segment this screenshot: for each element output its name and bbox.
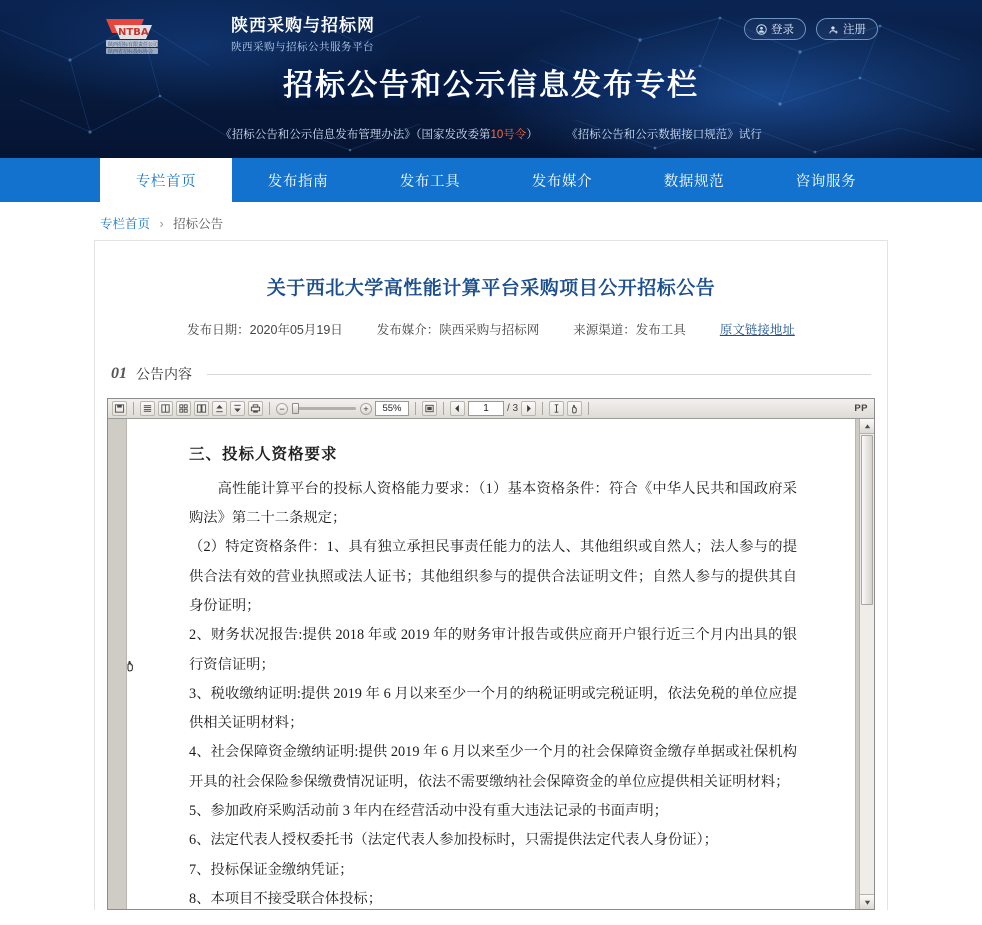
pdf-paragraph-9: 8、本项目不接受联合体投标； xyxy=(189,890,383,907)
breadcrumb-separator: › xyxy=(159,217,164,231)
announcement-card xyxy=(94,240,888,910)
toolbar-separator-4 xyxy=(443,402,444,415)
single-page-icon[interactable] xyxy=(158,401,173,416)
pdf-paragraph-2: （2）特定资格条件：1、具有独立承担民事责任能力的法人、其他组织或自然人；法人参与的提供合法有效的营业执照或法人证书；其他组织参与的提供合法证明文件；自然人参与的提供其自身份证明； xyxy=(189,539,797,614)
svg-text:NTBA: NTBA xyxy=(118,27,149,38)
prev-page-icon[interactable] xyxy=(450,401,465,416)
print-icon[interactable] xyxy=(248,401,263,416)
regulation-link-1-post: ） xyxy=(526,129,538,141)
page-footer-strip xyxy=(0,910,982,925)
pdf-paragraph-3: 2、财务状况报告:提供 2018 年或 2019 年的财务审计报告或供应商开户银行近三个月内出具的银行资信证明； xyxy=(189,627,797,673)
pdf-paragraph-8: 7、投标保证金缴纳凭证； xyxy=(189,861,354,878)
zoom-track[interactable] xyxy=(292,407,356,410)
register-button[interactable] xyxy=(816,18,878,40)
site-logo[interactable] xyxy=(100,13,375,56)
nav-item-home[interactable] xyxy=(100,158,232,202)
breadcrumb xyxy=(0,202,982,240)
pdf-vertical-scrollbar[interactable] xyxy=(859,419,874,909)
zoom-value-input[interactable]: 55% xyxy=(375,401,409,416)
toolbar-separator-1 xyxy=(133,402,134,415)
nav-item-media[interactable] xyxy=(496,158,628,202)
zoom-knob[interactable] xyxy=(292,403,299,414)
pdf-paragraph-5: 4、社会保障资金缴纳证明:提供 2019 年 6 月以来至少一个月的社会保障资金缴存单据或社保机构开具的社会保险参保缴费情况证明，依法不需要缴纳社会保障资金的单位应提供相关证明材料； xyxy=(189,744,797,790)
nav-item-service[interactable] xyxy=(760,158,892,202)
meta-media: 发布媒介：陕西采购与招标网 xyxy=(376,323,540,337)
pdf-viewer xyxy=(107,398,875,910)
page-number-input[interactable]: 1 xyxy=(468,401,504,416)
grid-view-icon[interactable] xyxy=(176,401,191,416)
main-nav xyxy=(0,158,982,202)
announcement-title: 关于西北大学高性能计算平台采购项目公开招标公告 xyxy=(266,278,716,299)
logo-subtitle: 陕西采购与招标公共服务平台 xyxy=(231,41,374,54)
breadcrumb-current: 招标公告 xyxy=(173,217,224,231)
pdf-paragraph-7: 6、法定代表人授权委托书（法定代表人参加投标时，只需提供法定代表人身份证）； xyxy=(189,832,718,849)
nav-item-spec-label: 数据规范 xyxy=(663,173,725,190)
user-circle-icon xyxy=(756,24,767,35)
section-header-content xyxy=(95,352,887,384)
two-page-icon[interactable] xyxy=(194,401,209,416)
source-link[interactable]: 原文链接地址 xyxy=(719,323,795,337)
next-page-icon[interactable] xyxy=(521,401,536,416)
pdf-page-1 xyxy=(108,419,874,909)
scrollbar-down-arrow-icon[interactable] xyxy=(860,894,874,909)
nav-item-guide[interactable] xyxy=(232,158,364,202)
pdf-heading: 三、投标人资格要求 xyxy=(189,446,338,463)
hand-tool-icon[interactable] xyxy=(567,401,582,416)
svg-text:陕西省招标投标协会: 陕西省招标投标协会 xyxy=(108,49,154,55)
section-number: 01 xyxy=(111,365,127,382)
svg-text:陕西招标有限责任公司: 陕西招标有限责任公司 xyxy=(108,42,159,48)
login-button[interactable] xyxy=(744,18,806,40)
toolbar-separator-2 xyxy=(269,402,270,415)
nav-item-tools-label: 发布工具 xyxy=(399,173,461,190)
logo-icon xyxy=(100,13,222,56)
section-label: 公告内容 xyxy=(136,366,192,382)
nav-item-tools[interactable] xyxy=(364,158,496,202)
breadcrumb-home[interactable]: 专栏首页 xyxy=(100,217,151,231)
auth-buttons xyxy=(744,18,878,40)
scrollbar-thumb[interactable] xyxy=(861,435,873,605)
toolbar-separator-5 xyxy=(542,402,543,415)
toolbar-separator-6 xyxy=(588,402,589,415)
section-divider xyxy=(207,374,871,375)
page-title: 招标公告和公示信息发布专栏 xyxy=(283,69,699,102)
nav-item-home-label: 专栏首页 xyxy=(135,173,197,190)
zoom-out-icon[interactable]: − xyxy=(276,403,288,415)
pdf-brand-label: PP xyxy=(854,403,868,414)
login-label: 登录 xyxy=(771,24,794,36)
zoom-in-icon[interactable]: + xyxy=(360,403,372,415)
nav-item-guide-label: 发布指南 xyxy=(267,173,329,190)
regulation-link-2-pre: 《招标公告和公示数据接口规范》 xyxy=(566,129,739,141)
regulation-link-2-post: 试行 xyxy=(738,129,762,141)
zoom-slider[interactable] xyxy=(276,401,372,416)
meta-publish-date: 发布日期：2020年05月19日 xyxy=(187,323,343,337)
pdf-paragraph-6: 5、参加政府采购活动前 3 年内在经营活动中没有重大违法记录的书面声明； xyxy=(189,803,668,820)
nav-item-service-label: 咨询服务 xyxy=(795,173,857,190)
scroll-up-icon[interactable] xyxy=(212,401,227,416)
pdf-paper xyxy=(126,419,856,909)
nav-item-spec[interactable] xyxy=(628,158,760,202)
save-icon[interactable] xyxy=(112,401,127,416)
scroll-down-icon[interactable] xyxy=(230,401,245,416)
banner-regulation-links xyxy=(0,126,982,142)
regulation-link-1-pre: 《招标公告和公示信息发布管理办法》（国家发改委第 xyxy=(220,129,491,141)
logo-title: 陕西采购与招标网 xyxy=(231,15,375,35)
scrollbar-up-arrow-icon[interactable] xyxy=(860,419,874,434)
meta-channel: 来源渠道：发布工具 xyxy=(573,323,686,337)
register-label: 注册 xyxy=(843,24,866,36)
announcement-meta xyxy=(95,300,887,352)
pdf-paragraph-1: 高性能计算平台的投标人资格能力要求：（1）基本资格条件：符合《中华人民共和国政府采购法》第二十二条规定； xyxy=(189,480,797,527)
regulation-link-2[interactable] xyxy=(566,129,762,141)
regulation-link-1[interactable] xyxy=(220,129,538,141)
pdf-toolbar xyxy=(108,399,874,419)
fit-page-icon[interactable] xyxy=(422,401,437,416)
nav-item-media-label: 发布媒介 xyxy=(531,173,593,190)
regulation-link-1-highlight: 10号令 xyxy=(490,129,527,141)
pdf-paragraph-4: 3、税收缴纳证明:提供 2019 年 6 月以来至少一个月的纳税证明或完税证明，依法免税的单位应提供相关证明材料； xyxy=(189,685,797,732)
pdf-page-area[interactable] xyxy=(108,419,874,909)
user-add-icon xyxy=(828,24,839,35)
list-view-icon[interactable] xyxy=(140,401,155,416)
page-total-label: / 3 xyxy=(507,403,519,414)
toolbar-separator-3 xyxy=(415,402,416,415)
text-select-icon[interactable] xyxy=(549,401,564,416)
site-banner xyxy=(0,0,982,158)
